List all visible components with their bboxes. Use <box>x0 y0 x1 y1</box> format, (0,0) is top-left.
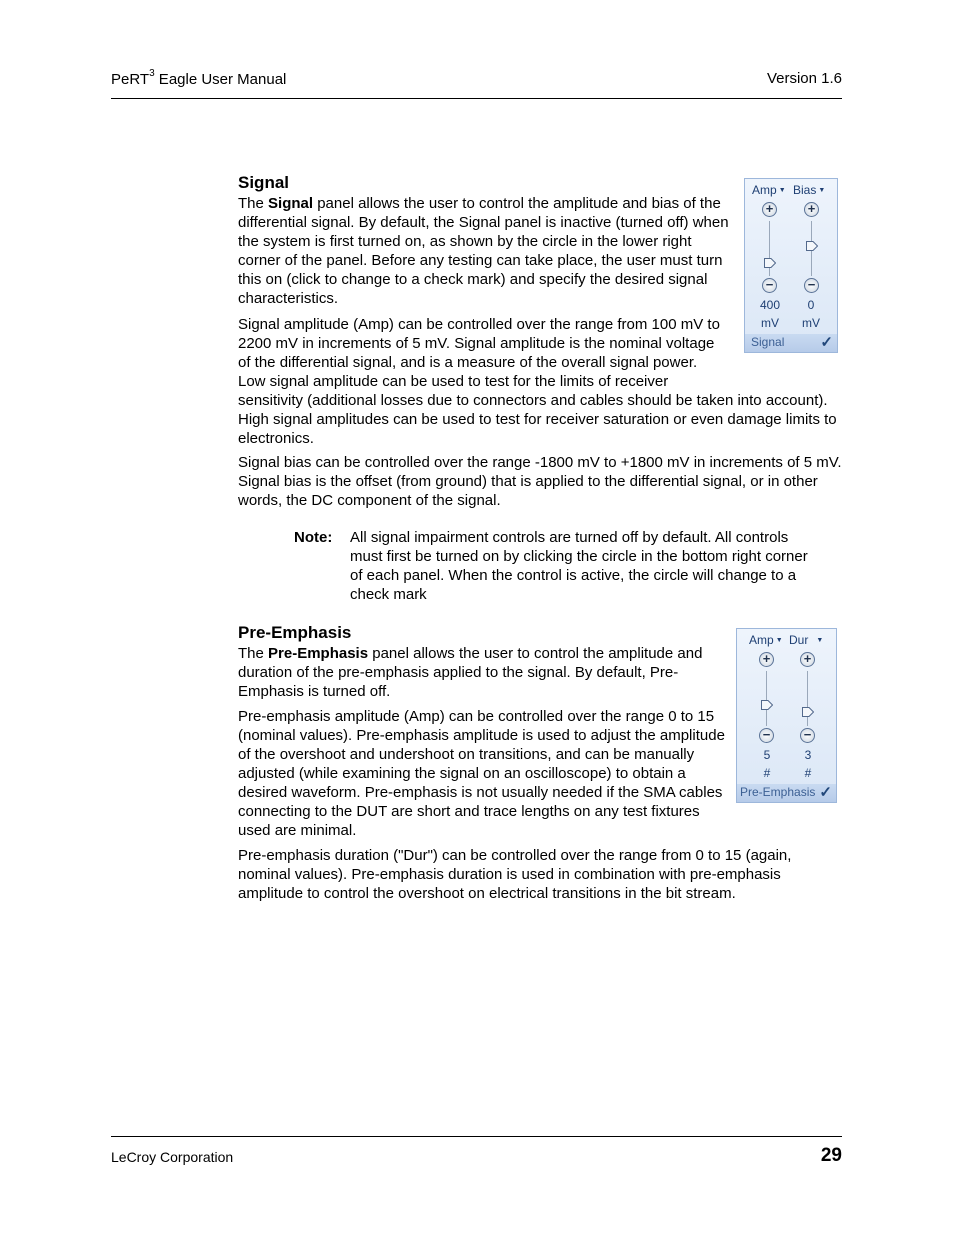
amp-minus-button[interactable]: − <box>759 728 774 743</box>
manual-title: PeRT$^3$ Eagle User Manual <box>111 68 287 88</box>
amp-plus-button[interactable]: + <box>762 202 777 217</box>
amp-minus-button[interactable]: − <box>762 278 777 293</box>
preemphasis-caption-label: Pre-Emphasis <box>740 785 816 799</box>
preemphasis-enable-check-icon[interactable]: ✓ <box>819 784 832 801</box>
dur-slider-track[interactable] <box>807 671 808 726</box>
signal-caption-label: Signal <box>751 335 785 349</box>
company-name: LeCroy Corporation <box>111 1149 234 1165</box>
preemphasis-panel-caption <box>737 784 836 802</box>
note-label: Note: <box>294 529 333 546</box>
preemphasis-paragraph-3: Pre-emphasis duration ("Dur") can be controlled over the range from 0 to 15 (again, nominal values). Pre-emphasis duration is used in combination with pre-emphasis amplitude to control the overshoot on electrical transitions in the bit stream. <box>238 847 792 902</box>
amp-value: 5 <box>763 748 771 762</box>
amp-plus-button[interactable]: + <box>759 652 774 667</box>
signal-panel-caption <box>745 334 837 352</box>
version-label: Version 1.6 <box>766 70 842 87</box>
signal-heading: Signal <box>238 173 290 192</box>
signal-paragraph-2-text: Signal amplitude (Amp) can be controlled over the range from 100 mV to 2200 mV in increments of 5 mV. Signal amplitude is the nominal voltage of the differential signal, and is a measure of the overall signal power. Low signal amplitude can be used to test for the limits of receiver sensitivity (additional losses due to connectors and cables should be taken into account). High signal amplitudes can be used to test for receiver saturation or even damage limits to electronics. <box>238 316 837 447</box>
amp-slider-track[interactable] <box>766 671 767 726</box>
bias-plus-button[interactable]: + <box>804 202 819 217</box>
amp-value: 400 <box>759 298 781 312</box>
preemphasis-paragraph-2: Pre-emphasis amplitude (Amp) can be controlled over the range 0 to 15 (nominal values). Pre-emphasis amplitude is used to adjust the amplitude of the overshoot and undershoot on transitions, and can be manually adjusted (while examining the signal on an oscilloscope) to obtain a desired waveform. Pre-emphasis is not usually needed if the SMA cables connecting to the DUT are short and trace lengths on any test fixtures used are minimal. <box>238 708 725 839</box>
preemphasis-heading: Pre-Emphasis <box>238 623 352 642</box>
page-header <box>111 68 842 99</box>
signal-panel[interactable] <box>744 178 838 353</box>
amp-unit: # <box>763 766 771 780</box>
preemphasis-panel[interactable] <box>736 628 837 803</box>
preemphasis-paragraph-1: The Pre-Emphasis panel allows the user to control the amplitude and duration of the pre-emphasis applied to the signal. By default, Pre-Emphasis is turned off. <box>238 645 703 700</box>
signal-paragraph-1: The Signal panel allows the user to control the amplitude and bias of the differential signal. By default, the Signal panel is inactive (turned off) when the system is first turned on, as shown by the circle in the lower right corner of the panel. Before any testing can take place, the user must turn this on (click to change to a check mark) and specify the desired signal characteristics. <box>238 195 729 307</box>
amp-slider-thumb[interactable] <box>764 258 776 268</box>
amp-dropdown[interactable]: Amp ▼ <box>749 633 783 647</box>
dur-unit: # <box>804 766 812 780</box>
bias-value: 0 <box>807 298 815 312</box>
page-footer <box>111 1136 842 1166</box>
dur-dropdown[interactable]: Dur ▼ <box>789 633 824 647</box>
dur-value: 3 <box>804 748 812 762</box>
amp-dropdown[interactable]: Amp ▼ <box>752 183 786 197</box>
bias-unit: mV <box>802 316 820 330</box>
signal-paragraph-3: Signal bias can be controlled over the range -1800 mV to +1800 mV in increments of 5 mV. Signal bias is the offset (from ground) that is applied to the differential signal, or in other words, the DC component of the signal. <box>238 454 842 509</box>
bias-slider-thumb[interactable] <box>806 241 818 251</box>
bias-minus-button[interactable]: − <box>804 278 819 293</box>
amp-unit: mV <box>761 316 779 330</box>
signal-enable-check-icon[interactable]: ✓ <box>820 334 833 351</box>
note-text: All signal impairment controls are turned off by default. All controls must first be turned on by clicking the circle in the bottom right corner of each panel. When the control is active, the circle will change to a check mark <box>350 529 808 603</box>
dur-minus-button[interactable]: − <box>800 728 815 743</box>
amp-slider-thumb[interactable] <box>761 700 773 710</box>
dur-plus-button[interactable]: + <box>800 652 815 667</box>
bias-dropdown[interactable]: Bias ▼ <box>793 183 826 197</box>
dur-slider-thumb[interactable] <box>802 707 814 717</box>
page-number: 29 <box>820 1145 842 1166</box>
